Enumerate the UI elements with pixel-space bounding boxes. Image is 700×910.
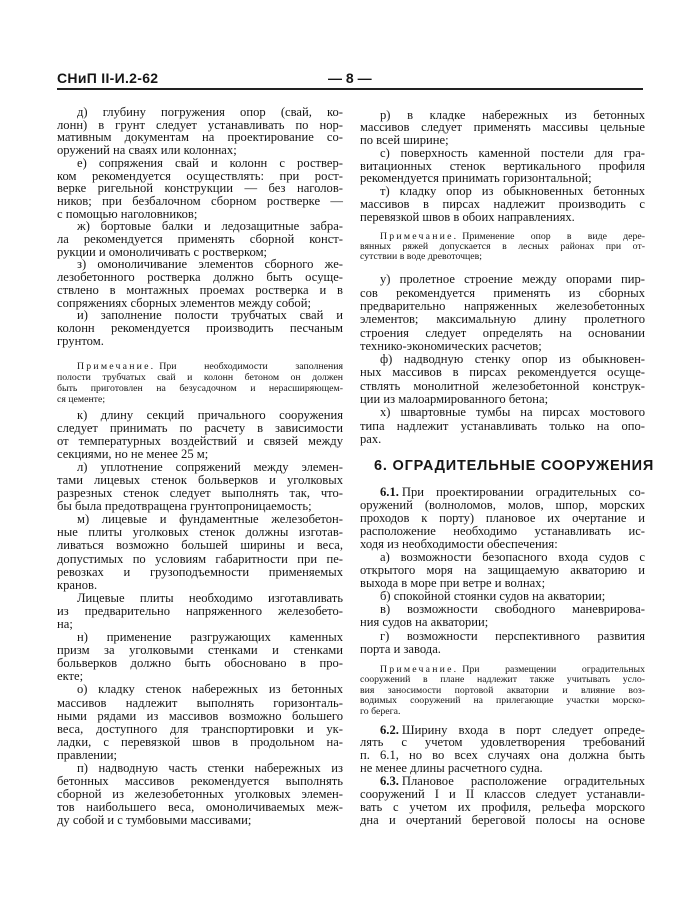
text-block-right-2: [360, 273, 645, 446]
text-line: элементов; максимальную длину пролетного: [360, 312, 645, 327]
text-line: типа надлежит устанавливать только на опо-: [360, 418, 645, 433]
text-line: ные плиты уголковых стенок должны изготав-: [57, 525, 343, 540]
text-line: ствлено в монтажных проемах ростверка и в: [57, 282, 343, 297]
text-line: на;: [57, 617, 73, 631]
paragraph: [360, 551, 645, 590]
note-line: ся цементе;: [57, 394, 106, 405]
text-line: н) применение разгружающих каменных: [77, 630, 343, 645]
text-line: витационных стенок вертикального профиля: [360, 158, 645, 173]
note-left: [57, 361, 343, 405]
text-line: ду собой и с тумбовыми массивами;: [57, 813, 252, 828]
text-line: от температурных воздействий и связей между: [57, 433, 343, 448]
text-line: п) надводную часть стенки набережных из: [77, 761, 343, 776]
text-line: в) возможности свободного маневрирова-: [380, 602, 645, 617]
text-line: бы была предотвращена грунтопроницаемость;: [57, 499, 312, 514]
text-line: перевязкой швов в обоих направлениях.: [360, 209, 575, 224]
text-line: г) возможности перспективного развития: [380, 628, 645, 643]
paragraph: [57, 683, 343, 762]
text-line: предварительно напряженных железобетонных: [360, 298, 645, 313]
clause-number: 6.3.: [380, 774, 399, 789]
note-line: вянных ряжей допускается в лесных районах при от-: [360, 241, 645, 252]
paragraph: [57, 762, 343, 827]
note-label: Примечание.: [77, 361, 156, 372]
text-line: сов рекомендуется применять из сборных: [360, 285, 645, 300]
text-line: к) длину секций причального сооружения: [77, 407, 343, 422]
note-line: вия заносимости портовой акватории и влияние воз-: [360, 684, 645, 696]
text-line: мативным документам на проектирование со-: [57, 130, 343, 145]
text-line: расположение необходимо устанавливать ис-: [360, 523, 645, 538]
note-label: Примечание.: [380, 231, 459, 242]
text-line: секциями, но не менее 25 м;: [57, 446, 209, 461]
text-line: ревозках и грузоподъемности применяемых: [57, 564, 343, 579]
text-line: 6.1. При проектировании оградительных со-: [380, 484, 645, 499]
paragraph: [57, 409, 343, 461]
text-line: а) возможности безопасного входа судов с: [380, 549, 645, 564]
note-line: Примечание. При необходимости заполнения: [77, 361, 343, 372]
text-line: тами лицевых стенок больверков и уголковых: [57, 472, 343, 487]
paragraph: [57, 106, 343, 157]
text-line: ными рядами из массивов возможно большего: [57, 708, 343, 723]
text-line: ла рекомендуется применять сборной конст-: [57, 232, 343, 247]
text-line: больверков должно быть обосновано в про-: [57, 656, 343, 671]
text-line: массивов надлежит выполнять горизонталь-: [57, 695, 343, 710]
note-right-2: [360, 665, 645, 718]
section-heading: 6. ОГРАДИТЕЛЬНЫЕ СООРУЖЕНИЯ: [374, 458, 655, 474]
note-right-1: [360, 232, 645, 262]
paragraph: [360, 724, 645, 776]
text-line: р) в кладке набережных из бетонных: [380, 107, 645, 122]
text-line: тов наибольшего веса, омоноличиваемых меж-: [57, 800, 343, 815]
text-line: ников; при безбалочном сборном ростверке —: [57, 193, 343, 208]
text-line: т) кладку опор из обыкновенных бетонных: [380, 184, 645, 199]
text-line: екте;: [57, 669, 84, 684]
text-line: кранов.: [57, 577, 98, 592]
text-line: сборной из железобетонных уголковых элемен-: [57, 787, 343, 802]
text-line: е) сопряжения свай и колонн с роствер-: [77, 155, 343, 170]
paragraph: [57, 309, 343, 347]
text-line: колонн рекомендуется производить песчаным: [57, 320, 343, 335]
text-line: порта и завода.: [360, 641, 441, 656]
text-line: м) лицевые и фундаментные железобетон-: [77, 512, 343, 527]
paragraph: [360, 486, 645, 551]
text-line: допустимых по условиям габаритности при пе-: [57, 551, 343, 566]
text-line: вать с учетом их профиля, рельефа морского: [360, 799, 645, 814]
text-line: ком рекомендуется осуществлять: при рост-: [57, 168, 343, 183]
clause-number: 6.1.: [380, 484, 399, 499]
paragraph: [360, 353, 645, 406]
text-line: рекомендуется принимать горизонтальной;: [360, 171, 592, 186]
note-label: Примечание.: [380, 663, 459, 675]
text-line: призм за уголковыми стенками и стенками: [57, 643, 343, 658]
note-line: водимых сооружений на прилегающие участки морско-: [360, 695, 645, 707]
text-line: ции из малоармированного бетона;: [360, 392, 549, 407]
text-line: д) глубину погружения опор (свай, ко-: [77, 105, 343, 119]
text-line: строения следует определять на основании: [360, 325, 645, 340]
text-line: бетонных массивов рекомендуется выполнять: [57, 774, 343, 789]
note-line: полости трубчатых свай и колонн бетоном он должен: [57, 372, 343, 383]
paragraph: [360, 109, 645, 147]
text-line: з) омоноличивание элементов сборного же-: [77, 257, 343, 272]
text-line: с) поверхность каменной постели для гра-: [380, 145, 645, 160]
note-line: Примечание. Применение опор в виде дере-: [380, 231, 645, 242]
text-line: сопряжениях сборных элементов между собой;: [57, 295, 311, 310]
text-line: ф) надводную стенку опор из обыкновен-: [380, 352, 645, 367]
paragraph: [57, 631, 343, 683]
paragraph: [57, 461, 343, 513]
text-line: сооружений I и II классов следует устанавли-: [360, 787, 645, 802]
text-line: оружений на сваях или колоннах;: [57, 143, 237, 158]
text-block-right-1: [360, 109, 645, 224]
text-line: 6.2. Ширину входа в порт следует опреде-: [380, 722, 645, 737]
text-line: ствлять монолитной железобетонной конструк-: [360, 378, 645, 393]
text-line: ных массивов в пирсах рекомендуется осуще-: [360, 365, 645, 380]
text-line: ливаться возможно большей ширины и веса,: [57, 538, 343, 553]
page-number: — 8 —: [328, 70, 372, 86]
text-line: лонн) в грунт следует устанавливать по нор-: [57, 117, 343, 132]
text-line: ния судов на акватории;: [360, 615, 489, 630]
note-line: го берега.: [360, 705, 401, 717]
paragraph: [57, 258, 343, 309]
paragraph: [57, 157, 343, 221]
text-line: следует принимать по расчету в зависимости: [57, 420, 343, 435]
text-line: о) кладку стенок набережных из бетонных: [77, 682, 343, 697]
text-line: рах.: [360, 431, 382, 446]
text-line: б) спокойной стоянки судов на акватории;: [380, 589, 606, 604]
text-line: из предварительно напряженного железобето-: [57, 603, 343, 618]
paragraph: [57, 220, 343, 258]
text-line: массивов в пирсах надлежит производить с: [360, 196, 645, 211]
text-block-left-1: [57, 106, 343, 347]
text-line: проходов к порту) плановое их очертание и: [360, 510, 645, 525]
paragraph: [360, 147, 645, 185]
text-line: х) швартовные тумбы на пирсах мостового: [380, 405, 645, 420]
paragraph: [360, 630, 645, 656]
text-line: с помощью наголовников;: [57, 206, 198, 221]
paragraph: [360, 775, 645, 827]
clause-number: 6.2.: [380, 722, 399, 737]
text-line: веса, доступного для транспортировки и ук-: [57, 721, 343, 736]
text-line: грунтом.: [57, 333, 104, 348]
note-line: Примечание. При размещении оградительных: [380, 663, 645, 675]
header-rule: [57, 88, 643, 90]
paragraph: [57, 592, 343, 631]
text-line: у) пролетное строение между опорами пир-: [380, 272, 645, 287]
text-line: правлении;: [57, 747, 117, 762]
document-code: СНиП II-И.2-62: [57, 70, 159, 86]
text-line: технико-экономических расчетов;: [360, 338, 542, 353]
text-block-right-3: [360, 486, 645, 656]
text-line: верке ригельной конструкции — без наголов-: [57, 181, 343, 196]
paragraph: [360, 185, 645, 223]
text-line: разрезных стенок следует выполнять так, что-: [57, 486, 343, 501]
text-line: п. 6.1, но во всех случаях она должна быть: [360, 748, 645, 763]
paragraph: [360, 406, 645, 446]
text-line: массивов следует применять массивы цельные: [360, 120, 645, 135]
text-line: лять с учетом удовлетворения требований: [360, 735, 645, 750]
paragraph: [360, 603, 645, 629]
text-line: открытого моря на защищаемую акваторию и: [360, 563, 645, 578]
text-line: дна и очертаний береговой полосы на основе: [360, 812, 645, 827]
paragraph: [57, 513, 343, 592]
text-line: не менее длины расчетного судна.: [360, 761, 543, 776]
text-line: выхода в море при ветре и волнах;: [360, 576, 546, 591]
text-line: Лицевые плиты необходимо изготавливать: [77, 590, 343, 605]
text-line: по всей ширине;: [360, 133, 449, 148]
text-line: л) уплотнение сопряжений между элемен-: [77, 459, 343, 474]
text-line: оружений (волноломов, молов, шпор, морских: [360, 497, 645, 512]
note-line: быть приготовлен на безусадочном и нерасширяющем-: [57, 383, 343, 394]
text-block-left-2: [57, 409, 343, 828]
text-line: ладки, с перевязкой швов в продольном на-: [57, 734, 343, 749]
note-line: сооружений в плане надлежит также учитывать усло-: [360, 674, 645, 686]
text-line: ж) бортовые балки и ледозащитные забра-: [77, 219, 343, 234]
text-block-right-4: [360, 724, 645, 827]
text-line: лезобетонного ростверка должно быть осуще-: [57, 270, 343, 285]
text-line: ходя из необходимости обеспечения:: [360, 536, 558, 551]
text-line: и) заполнение полости трубчатых свай и: [77, 308, 343, 323]
text-line: 6.3. Плановое расположение оградительных: [380, 774, 645, 789]
paragraph: [360, 273, 645, 353]
note-line: сутствии в воде древоточцев;: [360, 251, 482, 262]
text-line: рукции и омоноличивать с ростверком;: [57, 244, 268, 259]
